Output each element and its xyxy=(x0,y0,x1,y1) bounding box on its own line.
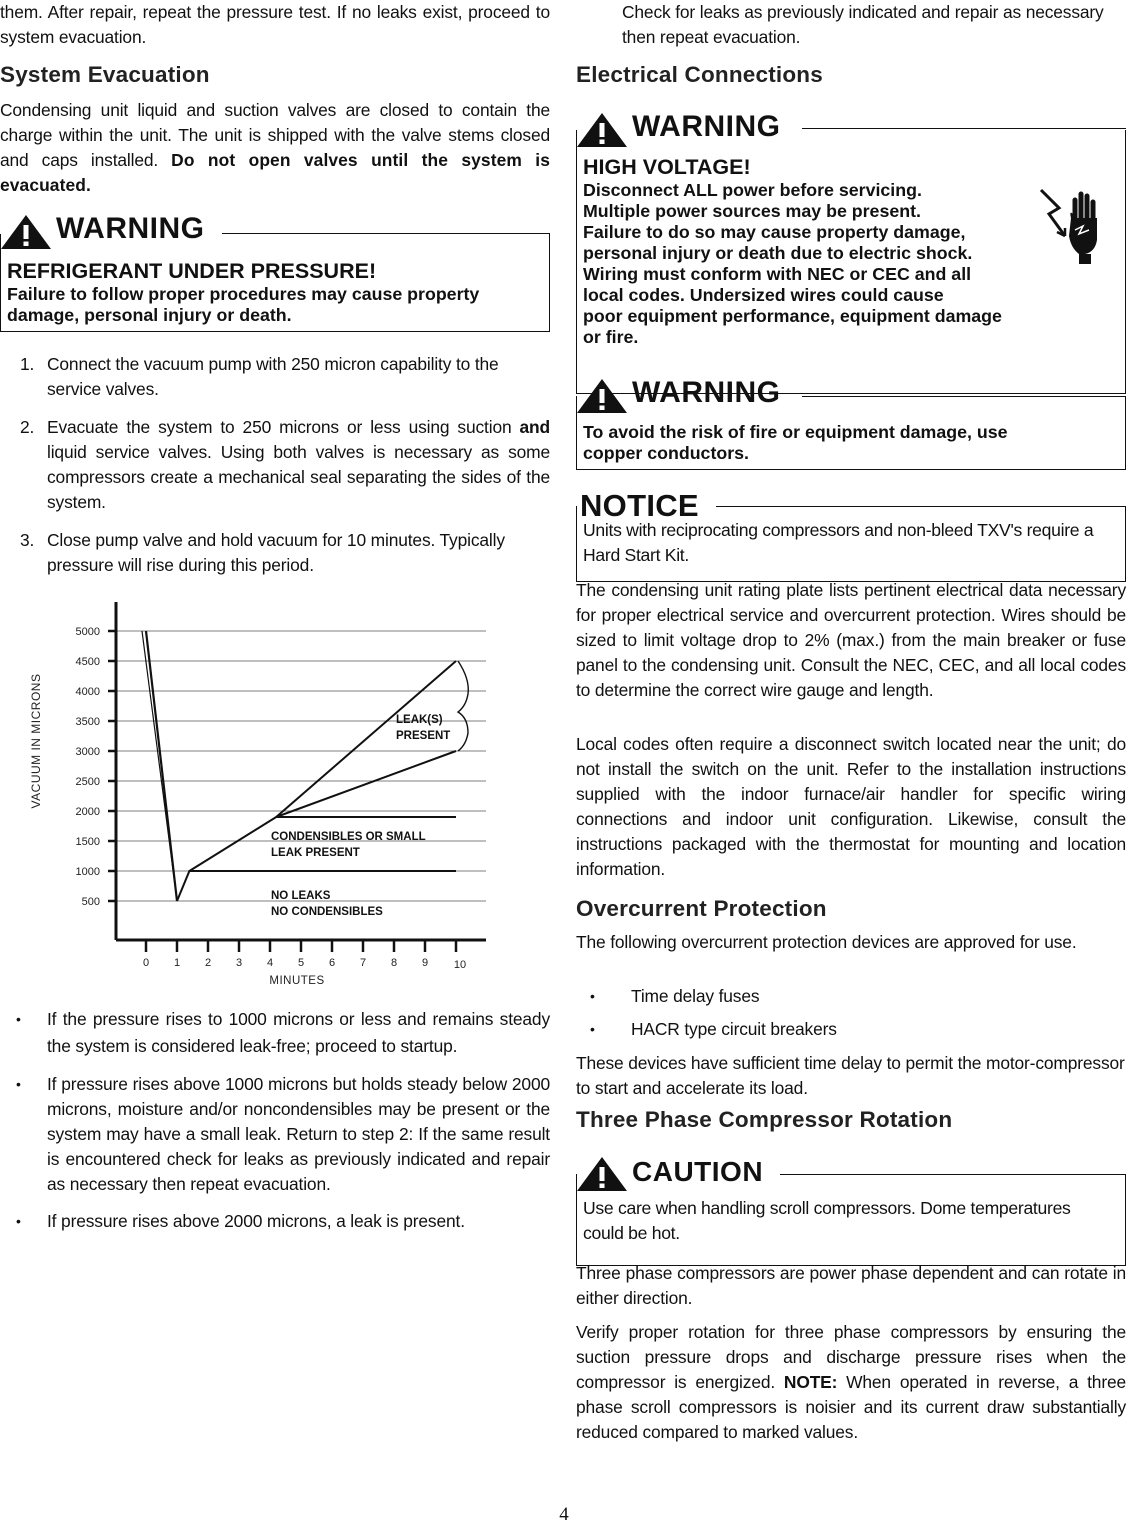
x-tick-label: 0 xyxy=(142,957,150,969)
warning-line: poor equipment performance, equipment damage xyxy=(583,306,1002,326)
annotation-condensibles: LEAK PRESENT xyxy=(271,847,360,859)
x-tick-label: 10 xyxy=(453,959,467,971)
annotation-leak: PRESENT xyxy=(396,730,451,742)
warning-word: WARNING xyxy=(56,212,205,245)
step-text: Evacuate the system to 250 microns or less using suction xyxy=(47,417,520,437)
notice-text: Units with reciprocating compressors and non-bleed TXV's require a Hard Start Kit. xyxy=(583,520,1094,565)
warning-line: Failure to do so may cause property damage, xyxy=(583,222,966,242)
y-tick-label: 5000 xyxy=(75,626,100,638)
x-tick-label: 2 xyxy=(204,957,212,969)
series-line-leak-lower xyxy=(276,751,456,817)
heading-system-evacuation: System Evacuation xyxy=(0,62,210,87)
intro-text-right: Check for leaks as previously indicated and repair as necessary then repeat evacuation. xyxy=(622,2,1104,47)
warning-title: HIGH VOLTAGE! xyxy=(583,155,751,179)
rating-plate-paragraph: The condensing unit rating plate lists pertinent electrical data necessary for proper electrical service and overcurrent protection. Wires should be sized to limit voltage drop to 2% (max.) from the main breaker or fuse panel to the condensing unit. Consult the NEC, CEC, and all local codes to determine the correct wire gauge and length. xyxy=(576,580,1126,700)
device-item xyxy=(576,984,1126,1009)
y-tick-label: 2500 xyxy=(75,776,100,788)
step-item xyxy=(0,528,550,578)
step-number: 1. xyxy=(20,354,35,374)
x-tick-label: 9 xyxy=(421,957,429,969)
evacuation-steps xyxy=(0,352,550,591)
bullet-dot: • xyxy=(590,988,595,1004)
y-tick-label: 500 xyxy=(81,896,100,908)
bullet-text: If pressure rises above 1000 microns but holds steady below 2000 microns, moisture and/or noncondensibles may be present or the system may have a small leak. Return to step 2: If the same result is encountered check for leaks as previously indicated and repair as necessary then repeat evacuation. xyxy=(47,1074,550,1194)
series-line-pump-down-edge xyxy=(142,631,177,901)
intro-text: them. After repair, repeat the pressure test. If no leaks exist, proceed to system evacuation. xyxy=(0,2,550,47)
step-number: 2. xyxy=(20,417,35,437)
warning-body: Failure to follow proper procedures may cause property damage, personal injury or death. xyxy=(7,284,480,325)
heading-electrical-connections: Electrical Connections xyxy=(576,62,823,87)
rotation-text: When operated in reverse, a three phase scroll compressors is noisier and its current draw substantially reduced compared to marked values. xyxy=(576,1372,1126,1442)
x-tick-label: 8 xyxy=(390,957,398,969)
y-tick-label: 3000 xyxy=(75,746,100,758)
caution-text: Use care when handling scroll compressors. Dome temperatures could be hot. xyxy=(583,1198,1071,1243)
time-delay-paragraph: These devices have sufficient time delay to permit the motor-compressor to start and accelerate its load. xyxy=(576,1053,1125,1098)
x-tick-label: 5 xyxy=(297,957,305,969)
step-item xyxy=(0,352,550,402)
y-tick-label: 4000 xyxy=(75,686,100,698)
step-text: liquid service valves. Using both valves is necessary as some compressors create a mechanical seal separating the sides of the system. xyxy=(47,442,550,512)
refrigerant-warning xyxy=(0,214,550,352)
rotation-text: Verify proper rotation for three phase compressors by ensuring the suction pressure drops and discharge pressure rises when the compressor is energized. xyxy=(576,1322,1126,1392)
phase-paragraph: Three phase compressors are power phase dependent and can rotate in either direction. xyxy=(576,1263,1126,1308)
vacuum-chart xyxy=(20,594,500,994)
x-tick-label: 4 xyxy=(266,957,274,969)
warning-line: personal injury or death due to electric shock. xyxy=(583,243,973,263)
step-item xyxy=(0,415,550,515)
y-tick-label: 1500 xyxy=(75,836,100,848)
notice-word: NOTICE xyxy=(580,488,699,523)
page-number: 4 xyxy=(559,1504,569,1525)
bullet-text: If the pressure rises to 1000 microns or less and remains steady the system is considered leak-free; proceed to startup. xyxy=(47,1009,550,1056)
bullet-dot: • xyxy=(16,1076,21,1092)
annotation-no-leaks: NO LEAKS xyxy=(271,890,331,902)
x-axis-label: MINUTES xyxy=(269,975,325,987)
bullet-dot: • xyxy=(16,1213,21,1229)
warning-line: or fire. xyxy=(583,327,639,347)
heading-three-phase: Three Phase Compressor Rotation xyxy=(576,1107,953,1132)
warning-box xyxy=(576,396,1126,470)
step-text: Connect the vacuum pump with 250 micron capability to the service valves. xyxy=(47,354,499,399)
warning-line: Disconnect ALL power before servicing. xyxy=(583,180,922,200)
y-tick-label: 4500 xyxy=(75,656,100,668)
evacuation-bold-text: Do not open valves until the system is evacuated. xyxy=(0,150,550,195)
warning-word: WARNING xyxy=(632,110,781,143)
evacuation-paragraph xyxy=(0,98,550,198)
warning-box xyxy=(0,234,550,332)
y-axis-label: VACUUM IN MICRONS xyxy=(29,673,43,809)
bullet-item xyxy=(0,1006,550,1060)
device-text: Time delay fuses xyxy=(631,986,760,1006)
annotation-no-leaks: NO CONDENSIBLES xyxy=(271,906,383,918)
warning-box xyxy=(576,130,1126,394)
warning-line: Wiring must conform with NEC or CEC and all xyxy=(583,264,972,284)
y-tick-label: 2000 xyxy=(75,806,100,818)
warning-line: To avoid the risk of fire or equipment damage, use xyxy=(583,422,1008,442)
warning-line: Multiple power sources may be present. xyxy=(583,201,921,221)
leak-brace xyxy=(458,661,468,751)
high-voltage-warning xyxy=(576,112,1126,416)
x-tick-label: 3 xyxy=(235,957,243,969)
series-line-condensibles xyxy=(189,817,456,871)
warning-rule xyxy=(802,128,1126,129)
annotation-leak: LEAK(S) xyxy=(396,714,443,726)
device-list xyxy=(576,984,1126,1042)
y-tick-label: 3500 xyxy=(75,716,100,728)
bullet-dot: • xyxy=(590,1021,595,1037)
bullet-item xyxy=(0,1209,550,1234)
warning-title: REFRIGERANT UNDER PRESSURE! xyxy=(7,259,377,283)
note-label: NOTE: xyxy=(783,1372,838,1392)
disconnect-paragraph: Local codes often require a disconnect switch located near the unit; do not install the switch on the unit. Refer to the installation instructions supplied with the indoor furnace/air handler for specific wiring connections and indoor unit configuration. Likewise, consult the instructions packaged with the thermostat for mounting and location information. xyxy=(576,734,1126,879)
device-text: HACR type circuit breakers xyxy=(631,1019,837,1039)
result-bullets xyxy=(0,1006,550,1234)
annotation-condensibles: CONDENSIBLES OR SMALL xyxy=(271,831,426,843)
step-text: Close pump valve and hold vacuum for 10 minutes. Typically pressure will rise during this period. xyxy=(47,530,505,575)
x-tick-label: 1 xyxy=(173,957,181,969)
evacuation-text: Condensing unit liquid and suction valves are closed to contain the charge within the unit. The unit is shipped with the valve stems closed and caps installed. xyxy=(0,100,550,170)
x-tick-label: 6 xyxy=(328,957,336,969)
warning-word: WARNING xyxy=(632,376,781,409)
warning-line: copper conductors. xyxy=(583,443,749,463)
x-tick-label: 7 xyxy=(359,957,367,969)
rotation-paragraph xyxy=(576,1320,1126,1445)
step-number: 3. xyxy=(20,530,35,550)
y-tick-label: 1000 xyxy=(75,866,100,878)
bullet-item xyxy=(0,1072,550,1197)
step-bold-text: and xyxy=(519,417,550,437)
caution-word: CAUTION xyxy=(632,1156,764,1187)
electric-shock-icon xyxy=(1035,188,1107,268)
notice-box xyxy=(576,506,1126,582)
caution-box xyxy=(576,1174,1126,1266)
warning-line: local codes. Undersized wires could cause xyxy=(583,285,944,305)
bullet-text: If pressure rises above 2000 microns, a leak is present. xyxy=(47,1211,465,1231)
heading-overcurrent-protection: Overcurrent Protection xyxy=(576,896,827,921)
copper-warning xyxy=(576,378,1126,492)
overcurrent-paragraph: The following overcurrent protection devices are approved for use. xyxy=(576,932,1077,952)
bullet-dot: • xyxy=(16,1011,21,1027)
device-item xyxy=(576,1017,1126,1042)
